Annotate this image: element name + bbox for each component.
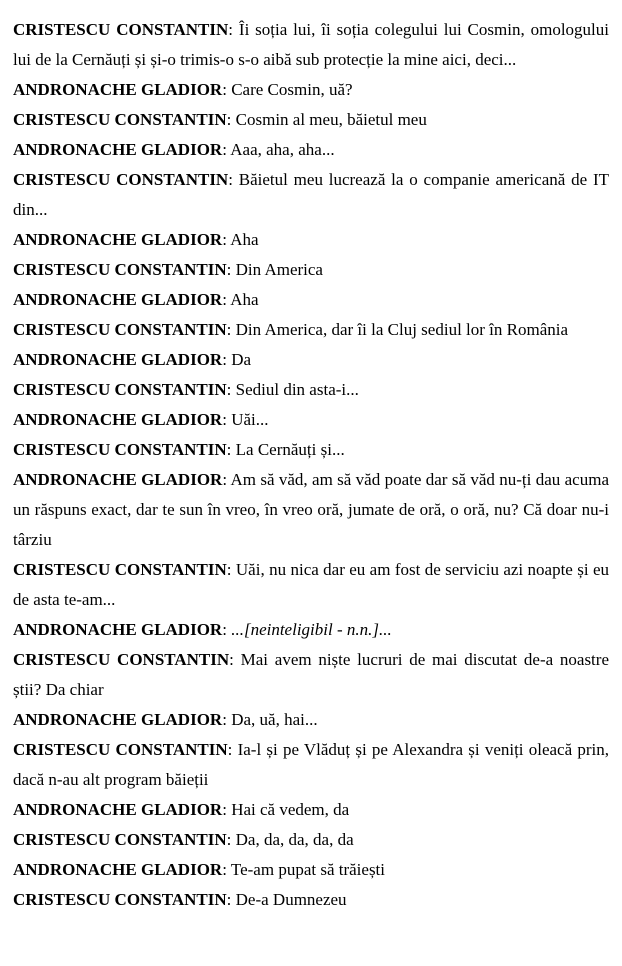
utterance-text: Aha (230, 230, 259, 249)
speaker-separator: : (226, 560, 236, 579)
speaker-name: ANDRONACHE GLADIOR (13, 350, 223, 369)
transcript-entry (13, 405, 609, 435)
transcript-entry (13, 795, 609, 825)
speaker-name: ANDRONACHE GLADIOR (13, 290, 223, 309)
utterance-text: Care Cosmin, uă? (231, 80, 353, 99)
transcript-entry (13, 435, 609, 465)
utterance-text: Cosmin al meu, băietul meu (235, 110, 427, 129)
transcript-entry (13, 375, 609, 405)
transcript-entry (13, 735, 609, 795)
utterance-text: Te-am pupat să trăiești (230, 860, 386, 879)
transcript-entry (13, 135, 609, 165)
transcript-entry (13, 285, 609, 315)
speaker-name: CRISTESCU CONSTANTIN (13, 740, 228, 759)
transcript-entry (13, 855, 609, 885)
speaker-name: ANDRONACHE GLADIOR (13, 710, 223, 729)
transcript-entry (13, 465, 609, 555)
transcript-entry (13, 105, 609, 135)
utterance-text: Mai avem niște lucruri de mai discutat de-a noastre știi? Da chiar (13, 650, 609, 699)
utterance-text: Îi soția lui, îi soția colegului lui Cosmin, omologului lui de la Cernăuți și și-o trimis-o s-o aibă sub protecție la mine aici, deci... (13, 20, 609, 69)
speaker-separator: : (222, 410, 232, 429)
transcript-entry (13, 255, 609, 285)
speaker-separator: : (226, 440, 236, 459)
utterance-text: Ia-l și pe Vlăduț și pe Alexandra și veniți oleacă prin, dacă n-au alt program băieții (13, 740, 609, 789)
utterance-text: Am să văd, am să văd poate dar să văd nu-ți dau acuma un răspuns exact, dar te sun în vreo, în vreo oră, jumate de oră, o oră, nu? Că doar nu-i târziu (13, 470, 609, 549)
transcript-entry (13, 225, 609, 255)
speaker-name: CRISTESCU CONSTANTIN (13, 320, 227, 339)
speaker-name: ANDRONACHE GLADIOR (13, 410, 223, 429)
transcript-entry (13, 825, 609, 855)
speaker-separator: : (227, 740, 238, 759)
utterance-text: Da, uă, hai... (231, 710, 318, 729)
utterance-text: Băietul meu lucrează la o companie americană de IT din... (13, 170, 609, 219)
utterance-text: La Cernăuți și... (235, 440, 345, 459)
speaker-separator: : (226, 380, 236, 399)
utterance-text: Din America (235, 260, 323, 279)
speaker-separator: : (228, 170, 239, 189)
speaker-name: ANDRONACHE GLADIOR (13, 470, 223, 489)
speaker-name: ANDRONACHE GLADIOR (13, 140, 223, 159)
speaker-name: ANDRONACHE GLADIOR (13, 80, 223, 99)
utterance-text: Da, da, da, da, da (235, 830, 354, 849)
speaker-name: ANDRONACHE GLADIOR (13, 620, 223, 639)
speaker-separator: : (222, 860, 231, 879)
utterance-text: Hai că vedem, da (231, 800, 350, 819)
transcript-entry (13, 705, 609, 735)
utterance-text: Da (231, 350, 252, 369)
speaker-name: CRISTESCU CONSTANTIN (13, 440, 227, 459)
speaker-name: ANDRONACHE GLADIOR (13, 230, 223, 249)
speaker-separator: : (226, 260, 236, 279)
speaker-separator: : (228, 20, 239, 39)
transcript-entry (13, 315, 609, 345)
utterance-text: Aha (230, 290, 259, 309)
speaker-separator: : (222, 350, 232, 369)
speaker-separator: : (222, 80, 232, 99)
utterance-text: Din America, dar îi la Cluj sediul lor în România (235, 320, 569, 339)
speaker-separator: : (222, 620, 232, 639)
speaker-separator: : (222, 230, 231, 249)
speaker-name: CRISTESCU CONSTANTIN (13, 560, 227, 579)
speaker-name: CRISTESCU CONSTANTIN (13, 260, 227, 279)
speaker-separator: : (229, 650, 241, 669)
speaker-name: CRISTESCU CONSTANTIN (13, 20, 229, 39)
speaker-separator: : (222, 710, 232, 729)
speaker-name: CRISTESCU CONSTANTIN (13, 890, 227, 909)
transcript-entry (13, 885, 609, 915)
speaker-name: CRISTESCU CONSTANTIN (13, 830, 227, 849)
transcript (13, 15, 609, 915)
speaker-separator: : (222, 470, 231, 489)
utterance-text: De-a Dumnezeu (235, 890, 347, 909)
utterance-text: ...[neinteligibil - n.n.]... (231, 620, 392, 639)
speaker-name: CRISTESCU CONSTANTIN (13, 380, 227, 399)
transcript-entry (13, 15, 609, 75)
utterance-text: Sediul din asta-i... (235, 380, 359, 399)
speaker-separator: : (222, 800, 232, 819)
utterance-text: Uăi, nu nica dar eu am fost de serviciu azi noapte și eu de asta te-am... (13, 560, 609, 609)
transcript-entry (13, 165, 609, 225)
speaker-separator: : (222, 140, 231, 159)
speaker-separator: : (222, 290, 231, 309)
speaker-name: CRISTESCU CONSTANTIN (13, 650, 230, 669)
speaker-separator: : (226, 320, 236, 339)
speaker-name: CRISTESCU CONSTANTIN (13, 110, 227, 129)
utterance-text: Aaa, aha, aha... (230, 140, 335, 159)
utterance-text: Uăi... (231, 410, 269, 429)
transcript-entry (13, 645, 609, 705)
transcript-entry (13, 75, 609, 105)
speaker-separator: : (226, 830, 236, 849)
speaker-name: ANDRONACHE GLADIOR (13, 800, 223, 819)
speaker-separator: : (226, 890, 236, 909)
transcript-entry (13, 345, 609, 375)
transcript-entry (13, 615, 609, 645)
transcript-entry (13, 555, 609, 615)
speaker-name: CRISTESCU CONSTANTIN (13, 170, 229, 189)
speaker-name: ANDRONACHE GLADIOR (13, 860, 223, 879)
speaker-separator: : (226, 110, 236, 129)
